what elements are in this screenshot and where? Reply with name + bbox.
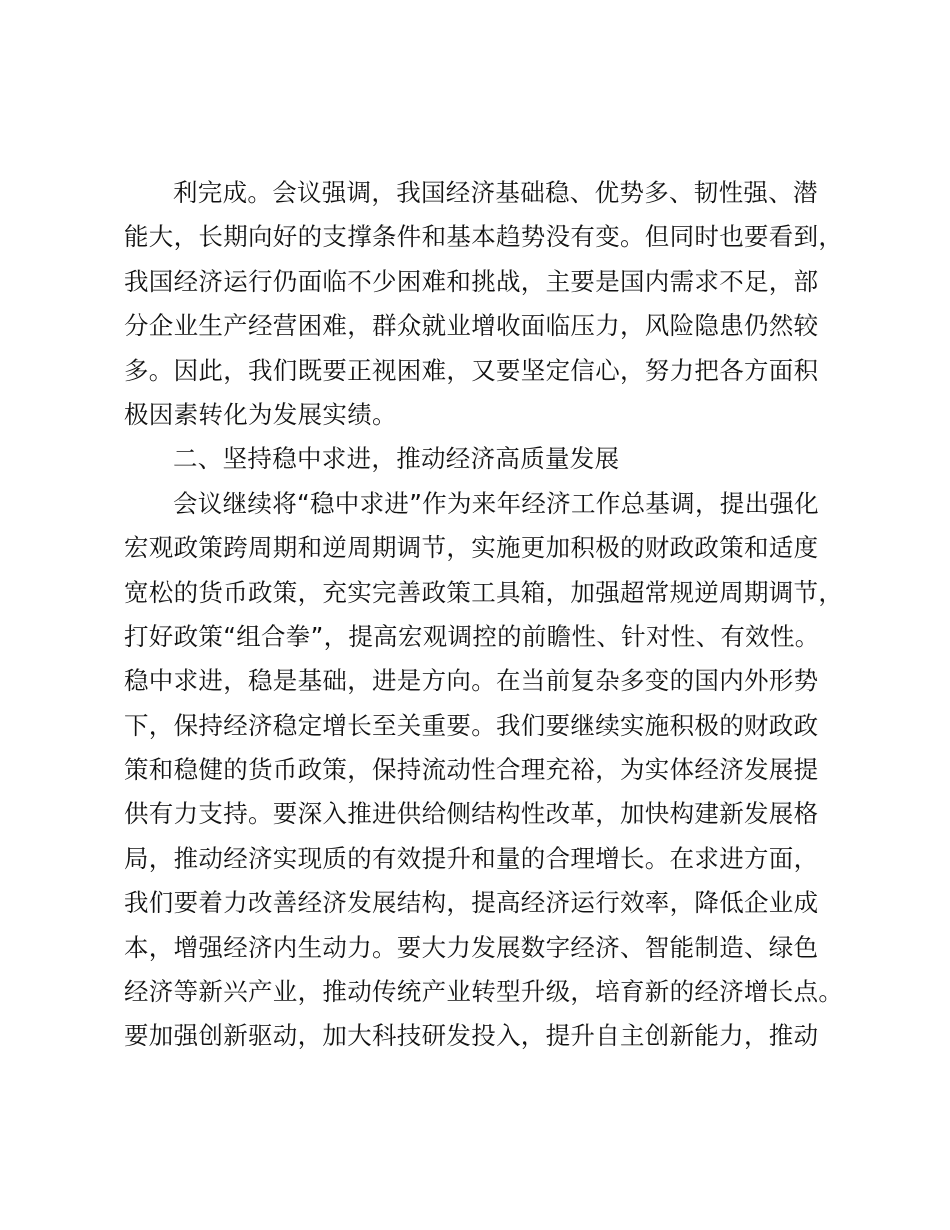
text-line: 我国经济运行仍面临不少困难和挑战，主要是国内需求不足，部 — [124, 266, 819, 296]
body-text — [124, 171, 864, 1059]
text-line: 下，保持经济稳定增长至关重要。我们要继续实施积极的财政政 — [124, 710, 819, 740]
text-line: 要加强创新驱动，加大科技研发投入，提升自主创新能力，推动 — [124, 1021, 819, 1051]
section-heading: 二、坚持稳中求进，推动经济高质量发展 — [173, 444, 620, 474]
text-line: 宏观政策跨周期和逆周期调节，实施更加积极的财政政策和适度 — [124, 533, 819, 563]
text-line: 供有力支持。要深入推进供给侧结构性改革，加快构建新发展格 — [124, 799, 819, 829]
text-line: 局，推动经济实现质的有效提升和量的合理增长。在求进方面， — [124, 843, 819, 873]
text-line: 经济等新兴产业，推动传统产业转型升级，培育新的经济增长点。 — [124, 977, 844, 1007]
text-line: 分企业生产经营困难，群众就业增收面临压力，风险隐患仍然较 — [124, 311, 819, 341]
text-line: 宽松的货币政策，充实完善政策工具箱，加强超常规逆周期调节， — [124, 577, 844, 607]
text-line: 利完成。会议强调，我国经济基础稳、优势多、韧性强、潜 — [173, 178, 818, 207]
text-line: 多。因此，我们既要正视困难，又要坚定信心，努力把各方面积 — [124, 355, 819, 385]
text-line: 本，增强经济内生动力。要大力发展数字经济、智能制造、绿色 — [124, 932, 819, 962]
text-line: 极因素转化为发展实绩。 — [124, 399, 397, 429]
text-line: 打好政策“组合拳”，提高宏观调控的前瞻性、针对性、有效性。 — [124, 621, 820, 651]
text-line: 策和稳健的货币政策，保持流动性合理充裕，为实体经济发展提 — [124, 755, 819, 785]
text-line: 能大，长期向好的支撑条件和基本趋势没有变。但同时也要看到， — [124, 222, 844, 252]
text-line: 会议继续将“稳中求进”作为来年经济工作总基调，提出强化 — [173, 488, 819, 518]
text-line: 稳中求进，稳是基础，进是方向。在当前复杂多变的国内外形势 — [124, 666, 819, 696]
text-line: 我们要着力改善经济发展结构，提高经济运行效率，降低企业成 — [124, 888, 819, 918]
